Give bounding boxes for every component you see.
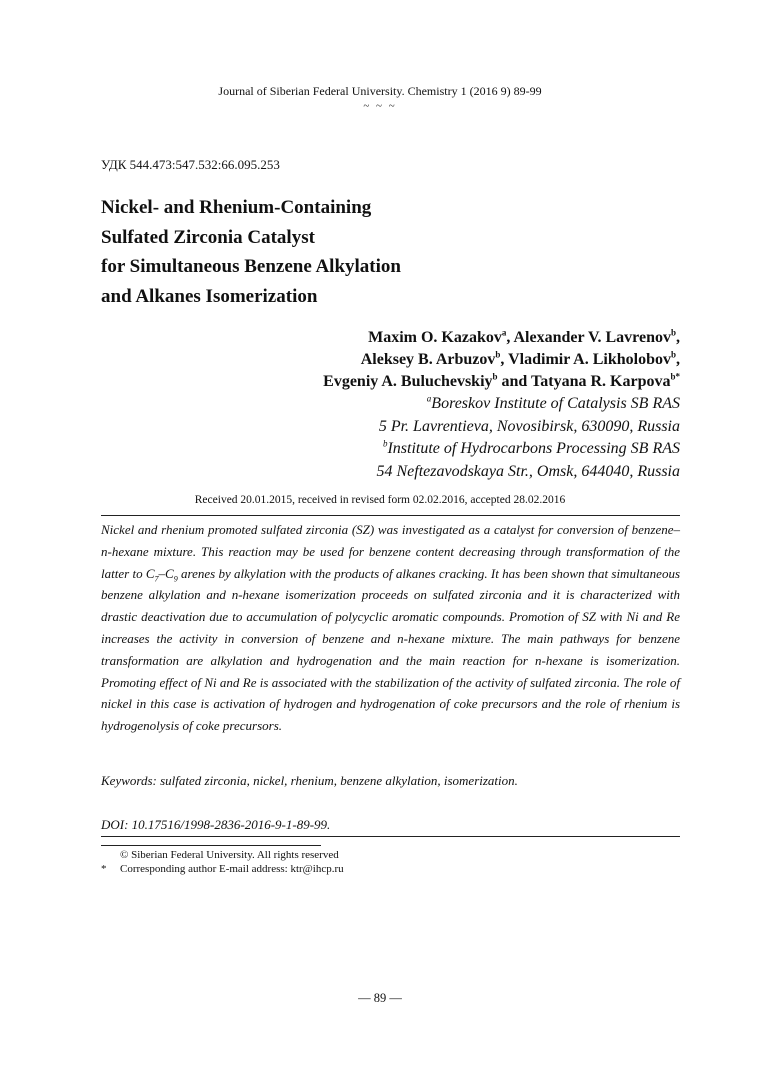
author-affil-mark: a	[501, 327, 507, 338]
affiliation-text: Boreskov Institute of Catalysis SB RAS	[431, 395, 680, 412]
abstract-text: Nickel and rhenium promoted sulfated zirconia (SZ) was investigated as a catalyst for conversion of benzene–n-hexane mixture. This reaction may be used for benzene content decreasing through transformation of the latter to C	[101, 522, 680, 581]
affiliation-address: 54 Neftezavodskaya Str., Omsk, 644040, Russia	[376, 462, 680, 480]
journal-header: Journal of Siberian Federal University. Chemistry 1 (2016 9) 89-99	[218, 84, 542, 98]
paper-title	[101, 193, 501, 311]
title-line: and Alkanes Isomerization	[101, 285, 318, 307]
abstract	[101, 519, 680, 737]
title-line: for Simultaneous Benzene Alkylation	[101, 256, 401, 277]
abstract-text: arenes by alkylation with the products of alkanes cracking. It has been shown that simultaneous benzene alkylation and n-hexane isomerization proceeds on sulfated zirconia and it is characterized with drastic deactivation due to accumulation of polycyclic aromatic compounds. Promotion of SZ with Ni and Re increases the activity in conversion of benzene and n-hexane mixture. The main pathways for benzene transformation are alkylation and hydrogenation and the main reaction for n-hexane is isomerization. Promoting effect of Ni and Re is associated with the stabilization of the activity of sulfated zirconia. The role of nickel in this case is activation of hydrogen and hydrogenation of coke precursors and the role of rhenium is hydrogenolysis of coke precursors.	[101, 565, 681, 734]
author-affil-mark: b	[670, 349, 676, 360]
author-line: Maxim O. Kazakov$^a$, Alexander V. Lavrenov$^b$,	[368, 327, 680, 346]
author-line	[323, 371, 680, 393]
footnote-text: © Siberian Federal University. All rights reserved	[120, 849, 339, 861]
footnote-corresponding	[101, 863, 344, 875]
title-line: Sulfated Zirconia Catalyst	[101, 226, 315, 248]
author-affil-mark: b	[670, 327, 676, 338]
author-line: Aleksey B. Arbuzov$^b$, Vladimir A. Likholobov$^b$,	[360, 349, 680, 368]
author-affil-mark: b	[495, 349, 501, 360]
author-affil-mark: b*	[670, 371, 680, 382]
abstract-top-rule	[101, 515, 680, 516]
abstract-text: –C	[158, 565, 174, 581]
footnote-copyright	[101, 849, 339, 861]
author-name: Tatyana R. Karpova	[531, 373, 671, 390]
affiliation-name	[376, 438, 680, 461]
keywords: Keywords: sulfated zirconia, nickel, rhenium, benzene alkylation, isomerization.	[101, 773, 518, 788]
author-name: Vladimir A. Likholobov	[508, 351, 671, 368]
author-affil-mark: b	[492, 371, 498, 382]
author-conjunction: and	[497, 373, 532, 390]
abstract-bottom-rule	[101, 836, 680, 837]
footnote-rule	[101, 845, 321, 846]
subscript: 7	[154, 574, 159, 584]
affiliations	[376, 393, 680, 483]
affil-mark: a	[426, 393, 432, 404]
doi: DOI: 10.17516/1998-2836-2016-9-1-89-99.	[101, 817, 331, 832]
subscript: 9	[173, 574, 178, 584]
author-name: Maxim O. Kazakov	[368, 329, 502, 346]
footnote-text: Corresponding author E-mail address: ktr@ihcp.ru	[120, 863, 344, 875]
header-separator: ~ ~ ~	[363, 100, 397, 112]
affiliation-text: Institute of Hydrocarbons Processing SB RAS	[387, 440, 680, 457]
affil-mark: b	[382, 438, 388, 449]
footnote-mark: *	[101, 863, 107, 875]
author-name: Alexander V. Lavrenov	[513, 329, 671, 346]
udk-code: УДК 544.473:547.532:66.095.253	[101, 157, 280, 172]
author-name: Aleksey B. Arbuzov	[360, 351, 496, 368]
affiliation-address: 5 Pr. Lavrentieva, Novosibirsk, 630090, Russia	[378, 417, 680, 435]
affiliation-name	[376, 393, 680, 416]
author-name: Evgeniy A. Buluchevskiy	[323, 373, 493, 390]
author-list	[323, 327, 680, 393]
title-line: Nickel- and Rhenium-Containing	[101, 197, 372, 218]
page-number: — 89 —	[358, 991, 402, 1005]
received-dates: Received 20.01.2015, received in revised form 02.02.2016, accepted 28.02.2016	[194, 494, 566, 506]
